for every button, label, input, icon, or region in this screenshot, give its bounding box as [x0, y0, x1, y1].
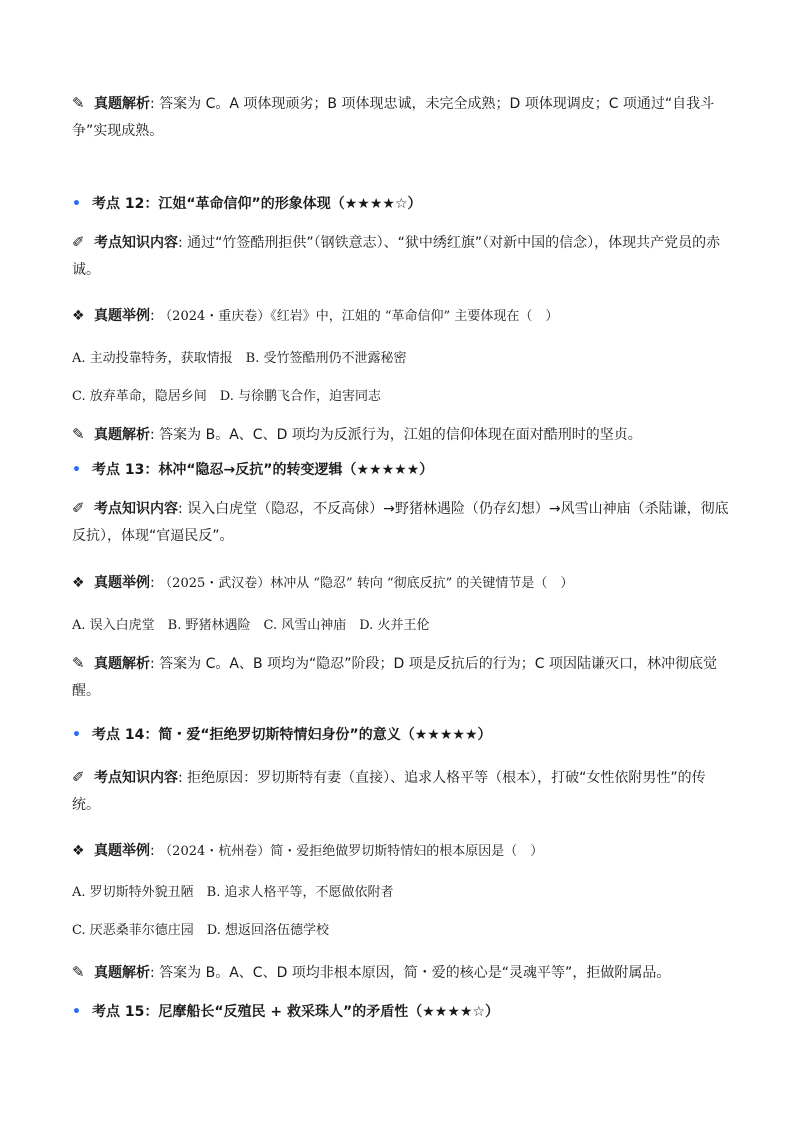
diamond-icon: ❖: [72, 575, 85, 591]
pencil-icon: ✎: [72, 654, 85, 672]
kp-heading-12: • 考点 12：江姐“革命信仰”的形象体现（★★★★☆）: [72, 193, 732, 215]
knowledge-label: 考点知识内容: [94, 235, 178, 251]
question-13: ❖ 真题举例: （2025・武汉卷）林冲从 “隐忍” 转向 “彻底反抗” 的关键情节是（ ）: [72, 572, 732, 595]
option-line: A. 误入白虎堂 B. 野猪林遇险 C. 风雪山神庙 D. 火并王伦: [72, 618, 430, 633]
analysis-paragraph-13: ✎ 真题解析: 答案为 C。A、B 项均为“隐忍”阶段；D 项是反抗后的行为；C 项因陆谦灭口，林冲彻底觉醒。: [72, 650, 732, 705]
bullet-icon: •: [72, 1004, 81, 1020]
diamond-icon: ❖: [72, 843, 85, 859]
option-line: A. 罗切斯特外貌丑陋 B. 追求人格平等，不愿做依附者: [72, 885, 394, 900]
knowledge-paragraph-14: ✐ 考点知识内容: 拒绝原因：罗切斯特有妻（直接）、追求人格平等（根本），打破“女性依附男性”的传统。: [72, 764, 732, 819]
pencil-icon: ✎: [72, 425, 85, 443]
diamond-icon: ❖: [72, 308, 85, 324]
example-label: 真题举例: [94, 308, 150, 324]
option-line: A. 主动投靠特务，获取情报 B. 受竹签酷刑仍不泄露秘密: [72, 351, 407, 366]
option-line: C. 放弃革命，隐居乡间 D. 与徐鹏飞合作，迫害同志: [72, 389, 381, 404]
analysis-paragraph-12: ✎ 真题解析: 答案为 B。A、C、D 项均为反派行为，江姐的信仰体现在面对酷刑时的坚贞。: [72, 421, 732, 449]
question-12: ❖ 真题举例: （2024・重庆卷）《红岩》中，江姐的 “革命信仰” 主要体现在（ ）: [72, 305, 732, 328]
kp-heading-13: • 考点 13：林冲“隐忍→反抗”的转变逻辑（★★★★★）: [72, 459, 732, 481]
option-line: C. 厌恶桑菲尔德庄园 D. 想返回洛伍德学校: [72, 923, 329, 938]
pen-icon: ✐: [72, 768, 85, 786]
pen-icon: ✐: [72, 499, 85, 517]
analysis-paragraph-11: ✎ 真题解析: 答案为 C。A 项体现顽劣；B 项体现忠诚，未完全成熟；D 项体现调皮；C 项通过“自我斗争”实现成熟。: [72, 90, 732, 145]
kp-heading-15: • 考点 15：尼摩船长“反殖民 + 救采珠人”的矛盾性（★★★★☆）: [72, 1001, 732, 1023]
knowledge-paragraph-12: ✐ 考点知识内容: 通过“竹签酷刑拒供”（钢铁意志）、“狱中绣红旗”（对新中国的信念），体现共产党员的赤诚。: [72, 229, 732, 284]
analysis-text: 答案为 C。A 项体现顽劣；B 项体现忠诚，未完全成熟；D 项体现调皮；C 项通过“自我斗争”实现成熟。: [72, 96, 715, 139]
analysis-label: 真题解析: [94, 96, 150, 112]
bullet-icon: •: [72, 462, 81, 478]
analysis-paragraph-14: ✎ 真题解析: 答案为 B。A、C、D 项均非根本原因，简・爱的核心是“灵魂平等”，拒做附属品。: [72, 959, 732, 987]
pen-icon: ✐: [72, 233, 85, 251]
knowledge-paragraph-13: ✐ 考点知识内容: 误入白虎堂（隐忍，不反高俅）→野猪林遇险（仍存幻想）→风雪山神庙（杀陆谦，彻底反抗），体现“官逼民反”。: [72, 495, 732, 550]
bullet-icon: •: [72, 727, 81, 743]
pencil-icon: ✎: [72, 94, 85, 112]
kp-heading-14: • 考点 14：简・爱“拒绝罗切斯特情妇身份”的意义（★★★★★）: [72, 724, 732, 746]
question-14: ❖ 真题举例: （2024・杭州卷）简・爱拒绝做罗切斯特情妇的根本原因是（ ）: [72, 840, 732, 863]
bullet-icon: •: [72, 196, 81, 212]
pencil-icon: ✎: [72, 963, 85, 981]
